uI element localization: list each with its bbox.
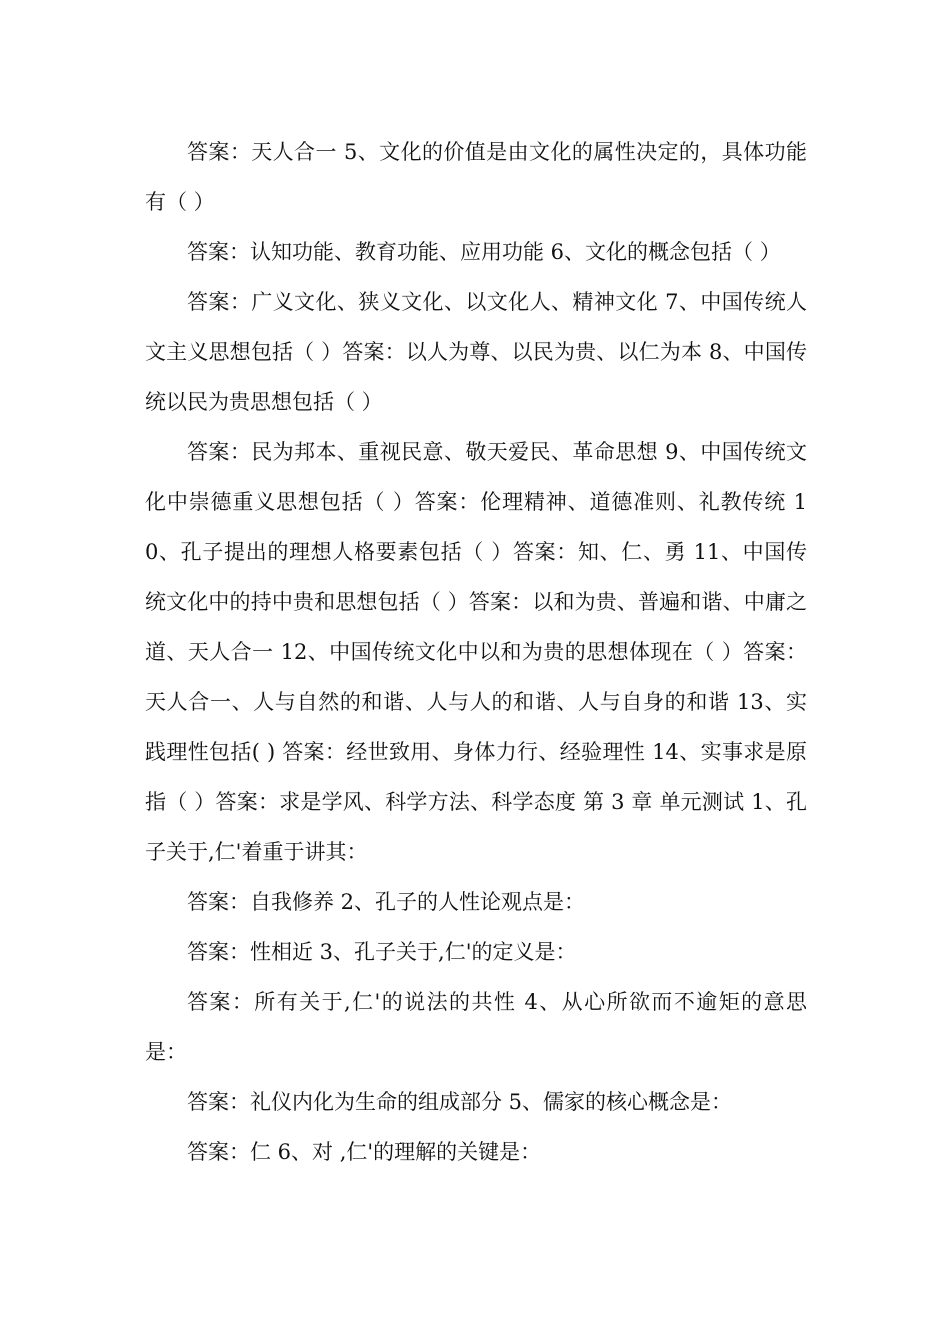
paragraph: 答案：所有关于,仁'的说法的共性 4、从心所欲而不逾矩的意思是： [145,990,807,1064]
paragraph: 答案：自我修养 2、孔子的人性论观点是： [187,890,586,914]
paragraph: 答案：礼仪内化为生命的组成部分 5、儒家的核心概念是： [187,1090,733,1114]
paragraph: 答案：认知功能、教育功能、应用功能 6、文化的概念包括（ ） [187,240,781,264]
paragraph: 答案：民为邦本、重视民意、敬天爱民、革命思想 9、中国传统文化中崇德重义思想包括（ ）答案：伦理精神、道德准则、礼教传统 10、孔子提出的理想人格要素包括（ ）答案：知、仁、勇 11、中国传统文化中的持中贵和思想包括（ ）答案：以和为贵、普遍和谐、中庸之道、天人合一 12、中国传统文化中以和为贵的思想体现在（ ）答案：天人合一、人与自然的和谐、人与人的和谐、人与自身的和谐 13、实践理性包括( ) 答案：经世致用、身体力行、经验理性 14、实事求是原指（ ）答案：求是学风、科学方法、科学态度 第 3 章 单元测试 1、孔子关于,仁'着重于讲其： [145,440,807,864]
paragraph: 答案：性相近 3、孔子关于,仁'的定义是： [187,940,577,964]
document-body [145,127,807,1177]
paragraph: 答案：天人合一 5、文化的价值是由文化的属性决定的，具体功能有（ ） [145,140,807,214]
paragraph: 答案：广义文化、狭义文化、以文化人、精神文化 7、中国传统人文主义思想包括（ ）答案：以人为尊、以民为贵、以仁为本 8、中国传统以民为贵思想包括（ ） [145,290,807,414]
paragraph: 答案：仁 6、对 ,仁'的理解的关键是： [187,1140,542,1164]
